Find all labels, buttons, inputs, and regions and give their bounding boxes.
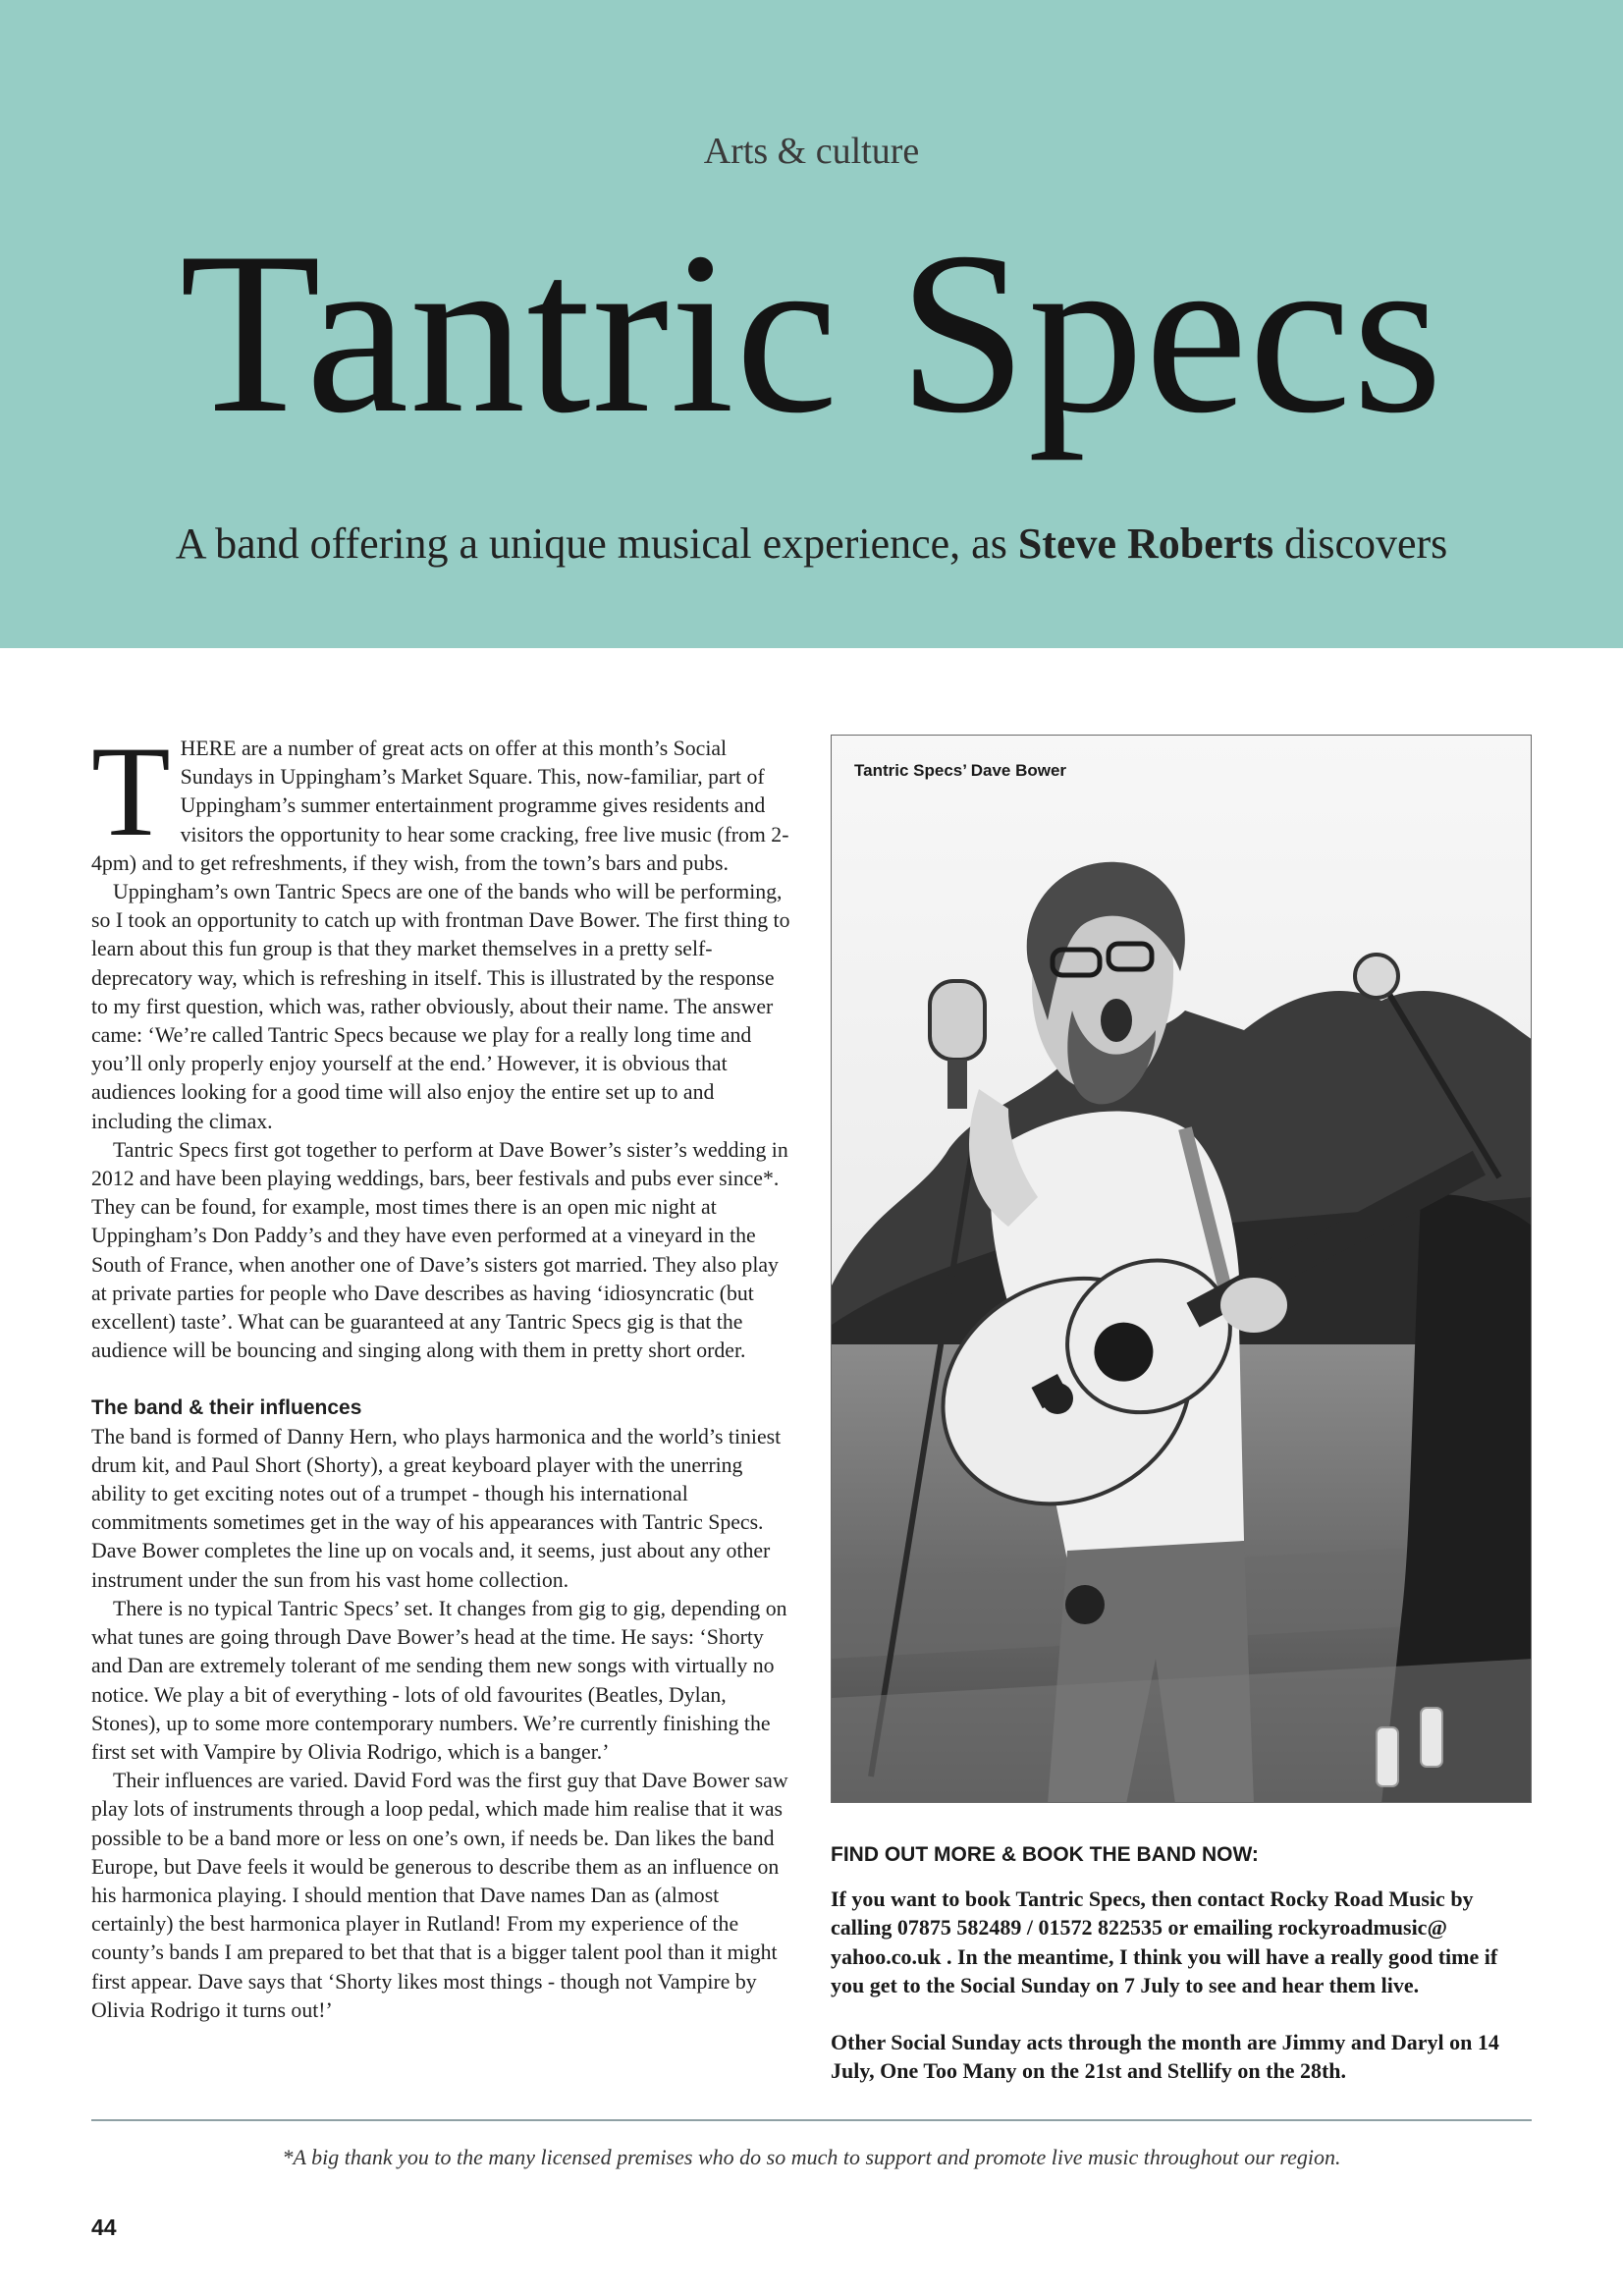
photo-caption: Tantric Specs’ Dave Bower xyxy=(854,761,1067,780)
drop-cap: T xyxy=(91,719,171,863)
booking-info xyxy=(831,1840,1532,2085)
other-acts-text: Other Social Sunday acts through the month are Jimmy and Daryl on 14 July, One Too Many on the 21st and Stellify on the 28th. xyxy=(831,2030,1499,2084)
singer-photo-illustration xyxy=(832,736,1532,1803)
standfirst-lead: A band offering a unique musical experience, as xyxy=(175,519,1018,568)
body-paragraph-5: There is no typical Tantric Specs’ set. It changes from gig to gig, depending on what tunes are going through Dave Bower’s head at the time. He says: ‘Shorty and Dan are extremely tolerant of me sending them new songs with virtually no notice. We play a bit of everything - lots of old favourites (Beatles, Dylan, Stones), up to some more contemporary numbers. We’re currently finishing the first set with Vampire by Olivia Rodrigo, which is a banger.’ xyxy=(91,1596,787,1764)
standfirst xyxy=(0,519,1623,569)
intro-text: HERE are a number of great acts on offer at this month’s Social Sundays in Uppingham’s Market Square. This, now-familiar, part of Uppingham’s summer entertainment programme gives residents and visitors the opportunity to hear some cracking, free live music (from 2-4pm) and to get refreshments, if they wish, from the town’s bars and pubs. xyxy=(91,737,789,875)
article-title: Tantric Specs xyxy=(179,205,1444,462)
article-body xyxy=(91,719,790,2025)
author-name: Steve Roberts xyxy=(1017,519,1274,568)
footnote: *A big thank you to the many licensed premises who do so much to support and promote live music throughout our region. xyxy=(282,2145,1341,2169)
band-photo xyxy=(831,735,1532,1803)
booking-heading: FIND OUT MORE & BOOK THE BAND NOW: xyxy=(831,1843,1259,1866)
body-paragraph-3: Tantric Specs first got together to perform at Dave Bower’s sister’s wedding in 2012 and have been playing weddings, bars, beer festivals and pubs ever since*. They can be found, for example, most times there is an open mic night at Uppingham’s Don Paddy’s and they have even performed at a vineyard in the South of France, when another one of Dave’s sisters got married. They also play at private parties for people who Dave describes as having ‘idiosyncratic (but excellent) taste’. What can be guaranteed at any Tantric Specs gig is that the audience will be bouncing and singing along with them in pretty short order. xyxy=(91,1137,788,1363)
subheading: The band & their influences xyxy=(91,1396,362,1420)
footer-divider xyxy=(91,2119,1532,2121)
page-number: 44 xyxy=(91,2214,117,2240)
body-paragraph-6: Their influences are varied. David Ford was the first guy that Dave Bower saw play lots of instruments through a loop pedal, which made him realise that it was possible to be a band more or less on one’s own, if needs be. Dan likes the band Europe, but Dave feels it would be generous to describe them as an influence on his harmonica playing. I should mention that Dave names Dan as (almost certainly) the best harmonica player in Rutland! From my experience of the county’s bands I am prepared to bet that that is a bigger talent pool than it might first appear. Dave says that ‘Shorty likes most things - though not Vampire by Olivia Rodrigo it turns out!’ xyxy=(91,1769,788,2022)
header-band xyxy=(0,0,1623,648)
intro-paragraph xyxy=(91,719,790,878)
booking-text: If you want to book Tantric Specs, then contact Rocky Road Music by calling 07875 582489 / 01572 822535 or emailing rockyroadmusic@ yahoo.co.uk . In the meantime, I think you will have a really good time if you get to the Social Sunday on 7 July to see and hear them live. xyxy=(831,1886,1498,1997)
standfirst-tail: discovers xyxy=(1273,519,1448,568)
body-paragraph-2: Uppingham’s own Tantric Specs are one of the bands who will be performing, so I took an opportunity to catch up with frontman Dave Bower. The first thing to learn about this fun group is that they market themselves in a pretty self-deprecatory way, which is refreshing in itself. This is illustrated by the response to my first question, which was, rather obviously, about their name. The answer came: ‘We’re called Tantric Specs because we play for a really long time and you’ll only properly enjoy yourself at the end.’ However, it is obvious that audiences looking for a good time will also enjoy the entire set up to and including the climax. xyxy=(91,880,790,1133)
section-label: Arts & culture xyxy=(703,131,920,172)
body-paragraph-4: The band is formed of Danny Hern, who plays harmonica and the world’s tiniest drum kit, and Paul Short (Shorty), a great keyboard player with the unerring ability to get exciting notes out of a trumpet - though his international commitments sometimes get in the way of his appearances with Tantric Specs. Dave Bower completes the line up on vocals and, it seems, just about any other instrument under the sun from his vast home collection. xyxy=(91,1424,782,1592)
